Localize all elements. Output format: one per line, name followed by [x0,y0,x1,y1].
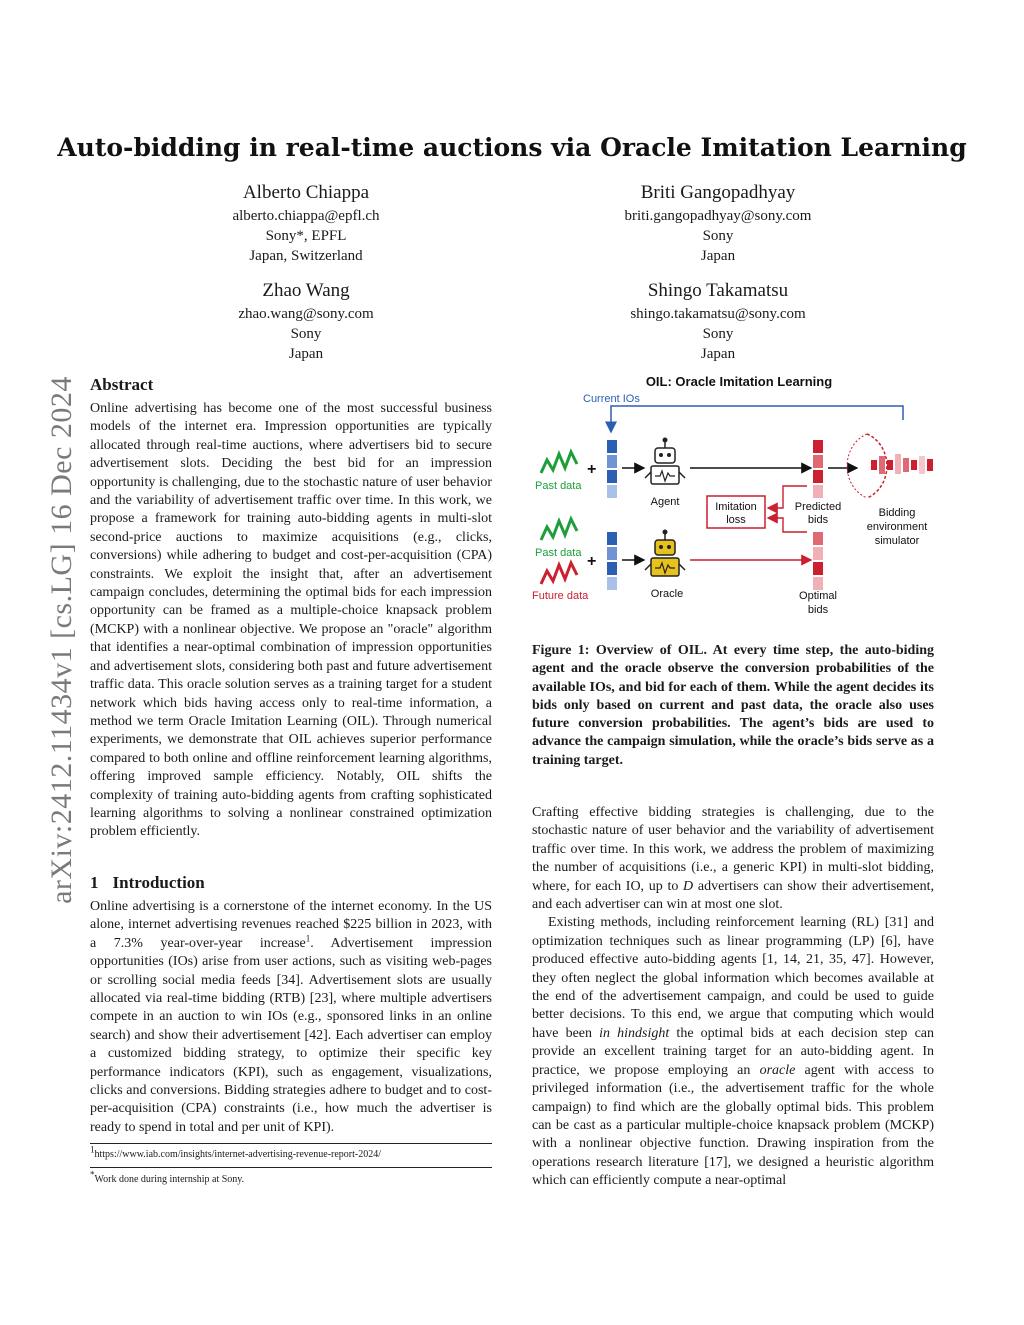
introduction-body [90,898,492,1137]
body-paragraph: Crafting effective bidding strategies is challenging, due to the stochastic nature of user behavior and the variability of advertisement traffic over time. In this work, we address the problem of maximizing the number of acquisitions (i.e., a generic KPI) in multi-slot bidding, where, for each IO, up to D advertisers can show their advertisement, and each advertiser can win at most one slot. [532,805,934,913]
figure-caption: Figure 1: Overview of OIL. At every time step, the auto-biding agent and the oracle observe the conversion probabilities of the available IOs, and bid for each of them. While the agent decides its bids only based on current and past data, the oracle also uses future conversion probabilities. The agent’s bids are used to advance the campaign simulation, while the oracle’s bids serve as a training target. [532,643,934,768]
future-data-wave-icon [541,563,577,584]
label-simulator-1: Bidding [878,507,916,519]
abstract-heading: Abstract [90,375,154,394]
author-name: Shingo Takamatsu [647,280,789,301]
author-email: briti.gangopadhyay@sony.com [624,208,812,224]
label-imitation-loss-2: loss [726,514,746,526]
past-data-wave-icon [541,519,577,540]
label-current-ios: Current IOs [583,393,640,405]
author-country: Japan, Switzerland [249,248,363,264]
label-oracle: Oracle [650,588,684,600]
figure-oil-overview [527,368,943,626]
current-ios-arrow [611,406,903,432]
plus-sign: + [587,553,597,570]
agent-robot-icon [645,438,685,485]
abstract-body [90,400,492,842]
author-affiliation: Sony*, EPFL [265,228,347,244]
body-paragraph: Existing methods, including reinforcement learning (RL) [31] and optimization techniques such as linear programming (LP) [6], have produced effective auto-bidding agents [1, 14, 21, 35, 47]. However, they often neglect the global information which becomes available at the end of the advertisement campaign, and could be used to guide better decisions. To this end, we argue that computing which would have been in hindsight the optimal bids at each decision step can provide an excellent training target for an auto-bidding agent. In practice, we propose employing an oracle agent with access to privileged information (i.e., the advertisement traffic for the whole campaign) to find which are the globally optimal bids. This problem can be cast as a particular multiple-choice knapsack problem (MCKP) with a nonlinear objective function. Drawing inspiration from the operations research literature [17], we designed a heuristic algorithm which can efficiently compute a near-optimal [532,915,935,1189]
paper-title: Auto-bidding in real-time auctions via Oracle Imitation Learning [57,133,967,162]
label-past-data: Past data [535,547,582,559]
plus-sign: + [587,461,597,478]
author-block [141,180,471,266]
label-simulator-3: simulator [874,535,920,547]
footnote-1: $^1$https://www.iab.com/insights/internet-advertising-revenue-report-2024/ [90,1144,382,1160]
footnote-divider [90,1167,492,1168]
author-name: Zhao Wang [262,280,350,301]
label-simulator-2: environment [866,521,928,533]
author-country: Japan [288,346,324,362]
abstract-text: Online advertising has become one of the most successful business models of the internet era. Impression opportunities are typically allocated through real-time auctions, where advertisers bid to secure advertisement slots. Deciding the best bid for an impression opportunity is challenging, due to the stochastic nature of user behavior and the variability of advertisement traffic over time. In this work, we propose a framework for training auto-bidding agents in multi-slot second-price auctions to maximize acquisitions (e.g., clicks, conversions) while adhering to budget and cost-per-acquisition (CPA) constraints. We exploit the insight that, after an advertisement campaign concludes, determining the optimal bids for each impression opportunity can be framed as a multiple-choice knapsack problem (MCKP) with a nonlinear objective. We propose an "oracle" algorithm that identifies a near-optimal combination of impression opportunities and advertisement slots, considering both past and future advertisement traffic data. This oracle solution serves as a training target for a student network which bids having access only to real-time information, a method we term Oracle Imitation Learning (OIL). Through numerical experiments, we demonstrate that OIL achieves superior performance compared to both online and offline reinforcement learning algorithms, offering improved sample efficiency. Notably, OIL shifts the complexity of training auto-bidding agents from crafting sophisticated learning algorithms to solving a nonlinear constrained optimization problem efficiently. [90,401,492,840]
author-block [553,180,883,266]
label-predicted-bids-1: Predicted [794,501,842,513]
label-optimal-bids-2: bids [807,604,829,616]
label-past-data: Past data [535,480,582,492]
optimal-to-loss-arrow [768,518,807,532]
io-column-agent [607,440,617,498]
footnote-divider [90,1143,492,1144]
footnote-ref[interactable]: 1 [305,933,311,944]
simulator-icon [847,434,933,498]
label-imitation-loss-1: Imitation [715,501,757,513]
section-number: 1 [90,873,99,892]
author-name: Briti Gangopadhyay [640,182,796,203]
author-block [553,278,883,364]
label-future-data: Future data [532,590,589,602]
footnote-2: *Work done during internship at Sony. [90,1169,245,1185]
arxiv-identifier: arXiv:2412.11434v1 [cs.LG] 16 Dec 2024 [45,376,78,904]
right-column-body [532,804,934,1191]
predicted-bids-column [813,440,823,498]
author-affiliation: Sony [702,228,734,244]
author-email: zhao.wang@sony.com [238,306,374,322]
label-optimal-bids-1: Optimal [799,590,837,602]
footnote-url[interactable]: https://www.iab.com/insights/internet-advertising-revenue-report-2024/ [94,1149,382,1160]
label-predicted-bids-2: bids [807,514,829,526]
author-email: shingo.takamatsu@sony.com [630,306,806,322]
author-name: Alberto Chiappa [242,182,370,203]
section-title: Introduction [112,873,205,892]
author-affiliation: Sony [702,326,734,342]
io-column-oracle [607,532,617,590]
label-agent: Agent [650,496,680,508]
author-email: alberto.chiappa@epfl.ch [232,208,380,224]
author-country: Japan [700,346,736,362]
author-block [141,278,471,364]
author-affiliation: Sony [290,326,322,342]
past-data-wave-icon [541,452,577,473]
section-heading-introduction [90,873,219,893]
author-country: Japan [700,248,736,264]
oracle-robot-icon [645,530,685,577]
intro-paragraph: Online advertising is a cornerstone of the internet economy. In the US alone, internet advertising revenues reached $225 billion in 2023, with a 7.3% year-over-year increase$^1$. Advertisement impression opportunities (IOs) arise from user actions, such as visiting web-pages or scrolling social media feeds [34]. Advertisement slots are usually allocated via real-time bidding (RTB) [23], where multiple advertisers compete in an auction to win IOs (e.g., sponsored links in an online search) and show their advertisement [42]. Each advertiser can employ a customized bidding strategy, to optimize their specific key performance indicators (KPI), such as engagement, visualizations, clicks and conversions. Bidding strategies adhere to budget and to cost-per-acquisition (CPA) constraints (i.e., how much the advertiser is ready to spend in total and per unit of KPI). [90,899,492,1135]
optimal-bids-column [813,532,823,590]
figure-title: OIL: Oracle Imitation Learning [645,374,833,389]
